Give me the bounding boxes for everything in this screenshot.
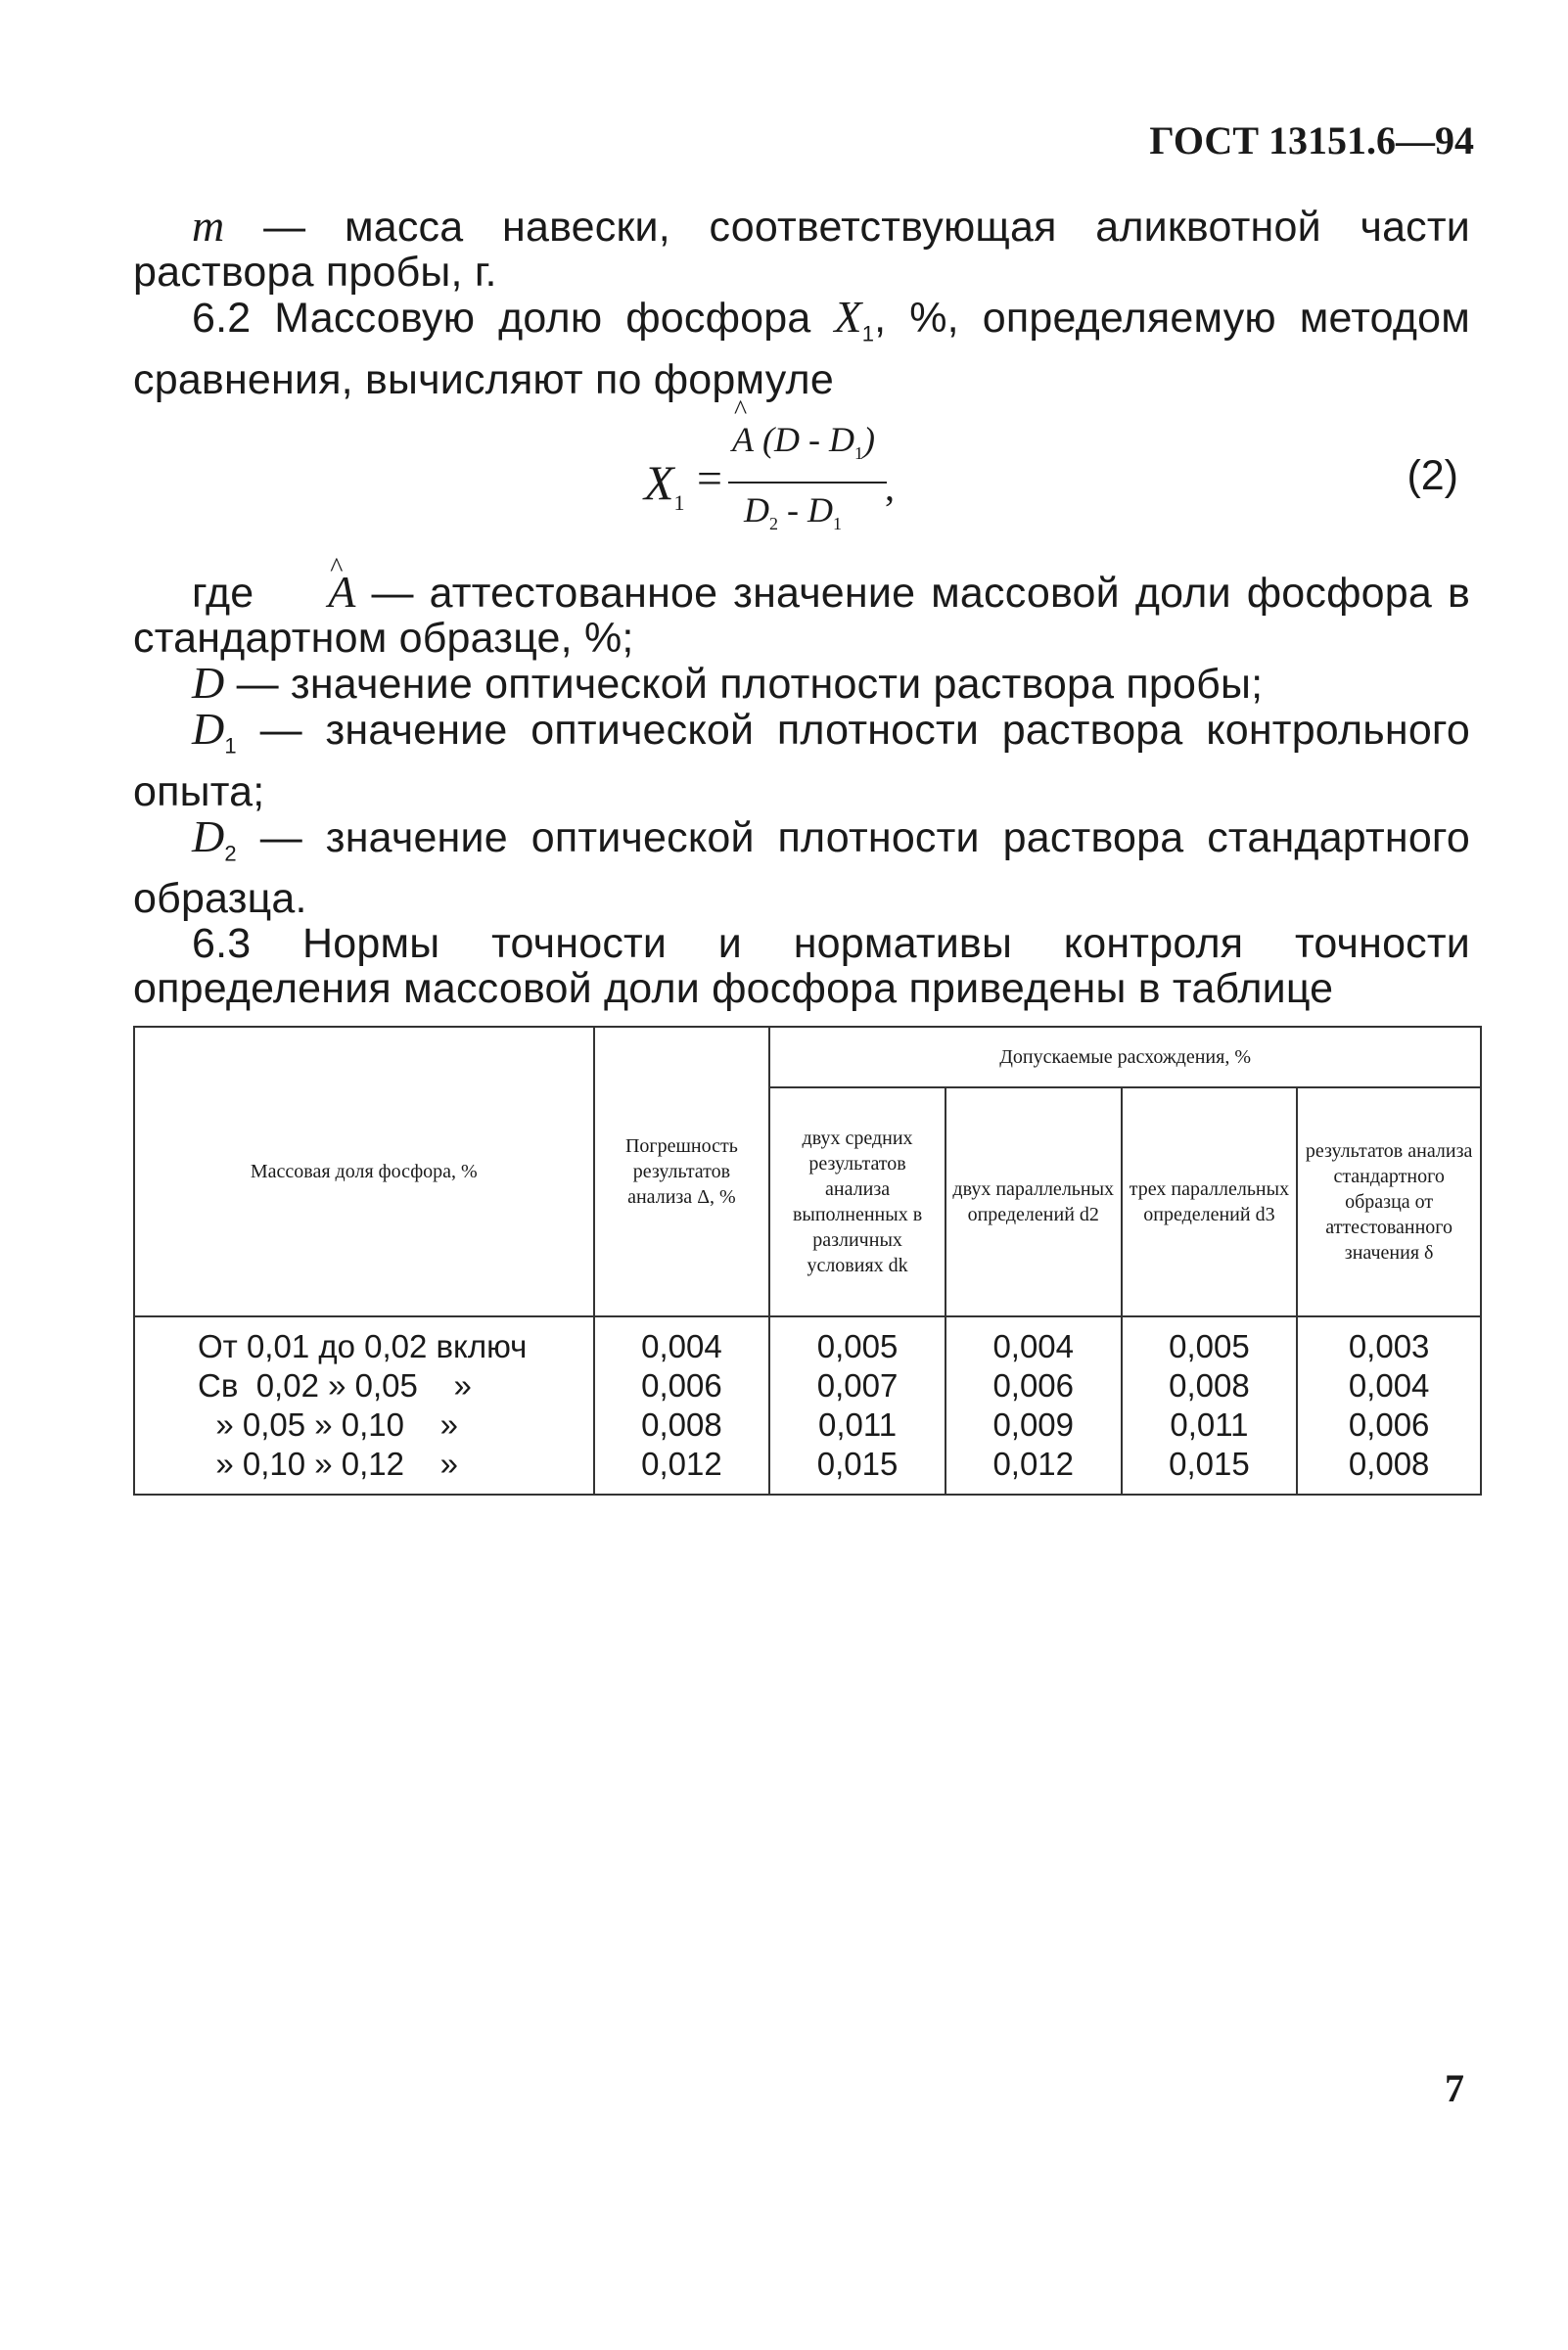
cell-d2: 0,012 xyxy=(945,1445,1122,1495)
cell-d2: 0,009 xyxy=(945,1405,1122,1445)
cell-dk: 0,005 xyxy=(769,1316,945,1366)
cell-dk: 0,011 xyxy=(769,1405,945,1445)
d1-definition: $D_1$ — значение оптической плотности раствора контрольного опыта; xyxy=(133,704,1470,815)
table-row xyxy=(134,1316,1481,1366)
document-code: ГОСТ 13151.6—94 xyxy=(1149,118,1474,162)
column-d3: трех параллельных определений d3 xyxy=(1122,1087,1298,1316)
equation-number: (2) xyxy=(1407,452,1458,499)
cell-range: » 0,10 » 0,12 » xyxy=(134,1445,594,1495)
cell-error: 0,012 xyxy=(594,1445,770,1495)
cell-d3: 0,008 xyxy=(1122,1366,1298,1405)
page-number: 7 xyxy=(1445,2066,1464,2110)
accuracy-table xyxy=(133,1026,1482,1496)
cell-error: 0,006 xyxy=(594,1366,770,1405)
column-delta: результатов анализа стандартного образца от аттестованного значения δ xyxy=(1297,1087,1481,1316)
column-error: Погрешность результатов анализа Δ, % xyxy=(594,1027,770,1316)
d-definition: D — значение оптической плотности раствора пробы; xyxy=(192,658,1264,708)
cell-d2: 0,006 xyxy=(945,1366,1122,1405)
formula-lhs: $X_1$ xyxy=(644,455,685,515)
column-mass-fraction: Массовая доля фосфора, % xyxy=(134,1027,594,1316)
formula-comma: , xyxy=(885,465,895,509)
cell-d3: 0,005 xyxy=(1122,1316,1298,1366)
formula-2 xyxy=(0,411,1568,577)
cell-delta: 0,003 xyxy=(1297,1316,1481,1366)
d2-definition: $D_2$ — значение оптической плотности раствора стандартного образца. xyxy=(133,810,1470,923)
cell-delta: 0,008 xyxy=(1297,1445,1481,1495)
cell-dk: 0,015 xyxy=(769,1445,945,1495)
a-hat-symbol-text: ^ A xyxy=(269,570,355,615)
m-definition: m — масса навески, соответствующая аликвотной части раствора пробы, г. xyxy=(133,201,1470,296)
cell-d3: 0,011 xyxy=(1122,1405,1298,1445)
cell-range: Св 0,02 » 0,05 » xyxy=(134,1366,594,1405)
paragraph-6-3: 6.3 Нормы точности и нормативы контроля точности определения массовой доли фосфора приведены в таблице xyxy=(133,920,1470,1013)
text-block-definitions xyxy=(133,567,1470,1013)
cell-error: 0,008 xyxy=(594,1405,770,1445)
cell-delta: 0,004 xyxy=(1297,1366,1481,1405)
x1-symbol: X xyxy=(834,292,862,342)
table-row xyxy=(134,1445,1481,1495)
formula-numerator: ^ A $(D - D_1)$ xyxy=(732,419,875,464)
cell-d2: 0,004 xyxy=(945,1316,1122,1366)
formula-equals: = xyxy=(697,453,722,503)
fraction-bar xyxy=(728,482,887,484)
column-d2: двух параллельных определений d2 xyxy=(945,1087,1122,1316)
cell-delta: 0,006 xyxy=(1297,1405,1481,1445)
table-row xyxy=(134,1366,1481,1405)
cell-error: 0,004 xyxy=(594,1316,770,1366)
a-hat-symbol: ^ A xyxy=(732,419,754,460)
accuracy-table-wrapper xyxy=(133,1026,1482,1496)
cell-range: От 0,01 до 0,02 включ xyxy=(134,1316,594,1366)
cell-dk: 0,007 xyxy=(769,1366,945,1405)
paragraph-6-2: 6.2 Массовую долю фосфора $X_1$, %, определяемую методом сравнения, вычисляют по формуле xyxy=(133,292,1470,403)
formula-denominator: $D_2 - D_1$ xyxy=(744,490,842,534)
where-a-definition: где ^ A — аттестованное значение массовой доли фосфора в стандартном образце, %; xyxy=(133,570,1470,661)
text-block-top xyxy=(133,201,1470,403)
column-group-allowed-discrepancies: Допускаемые расхождения, % xyxy=(769,1027,1481,1087)
m-symbol: m xyxy=(192,201,225,251)
cell-range: » 0,05 » 0,10 » xyxy=(134,1405,594,1445)
table-row xyxy=(134,1405,1481,1445)
cell-d3: 0,015 xyxy=(1122,1445,1298,1495)
column-dk: двух средних результатов анализа выполненных в различных условиях dk xyxy=(769,1087,945,1316)
